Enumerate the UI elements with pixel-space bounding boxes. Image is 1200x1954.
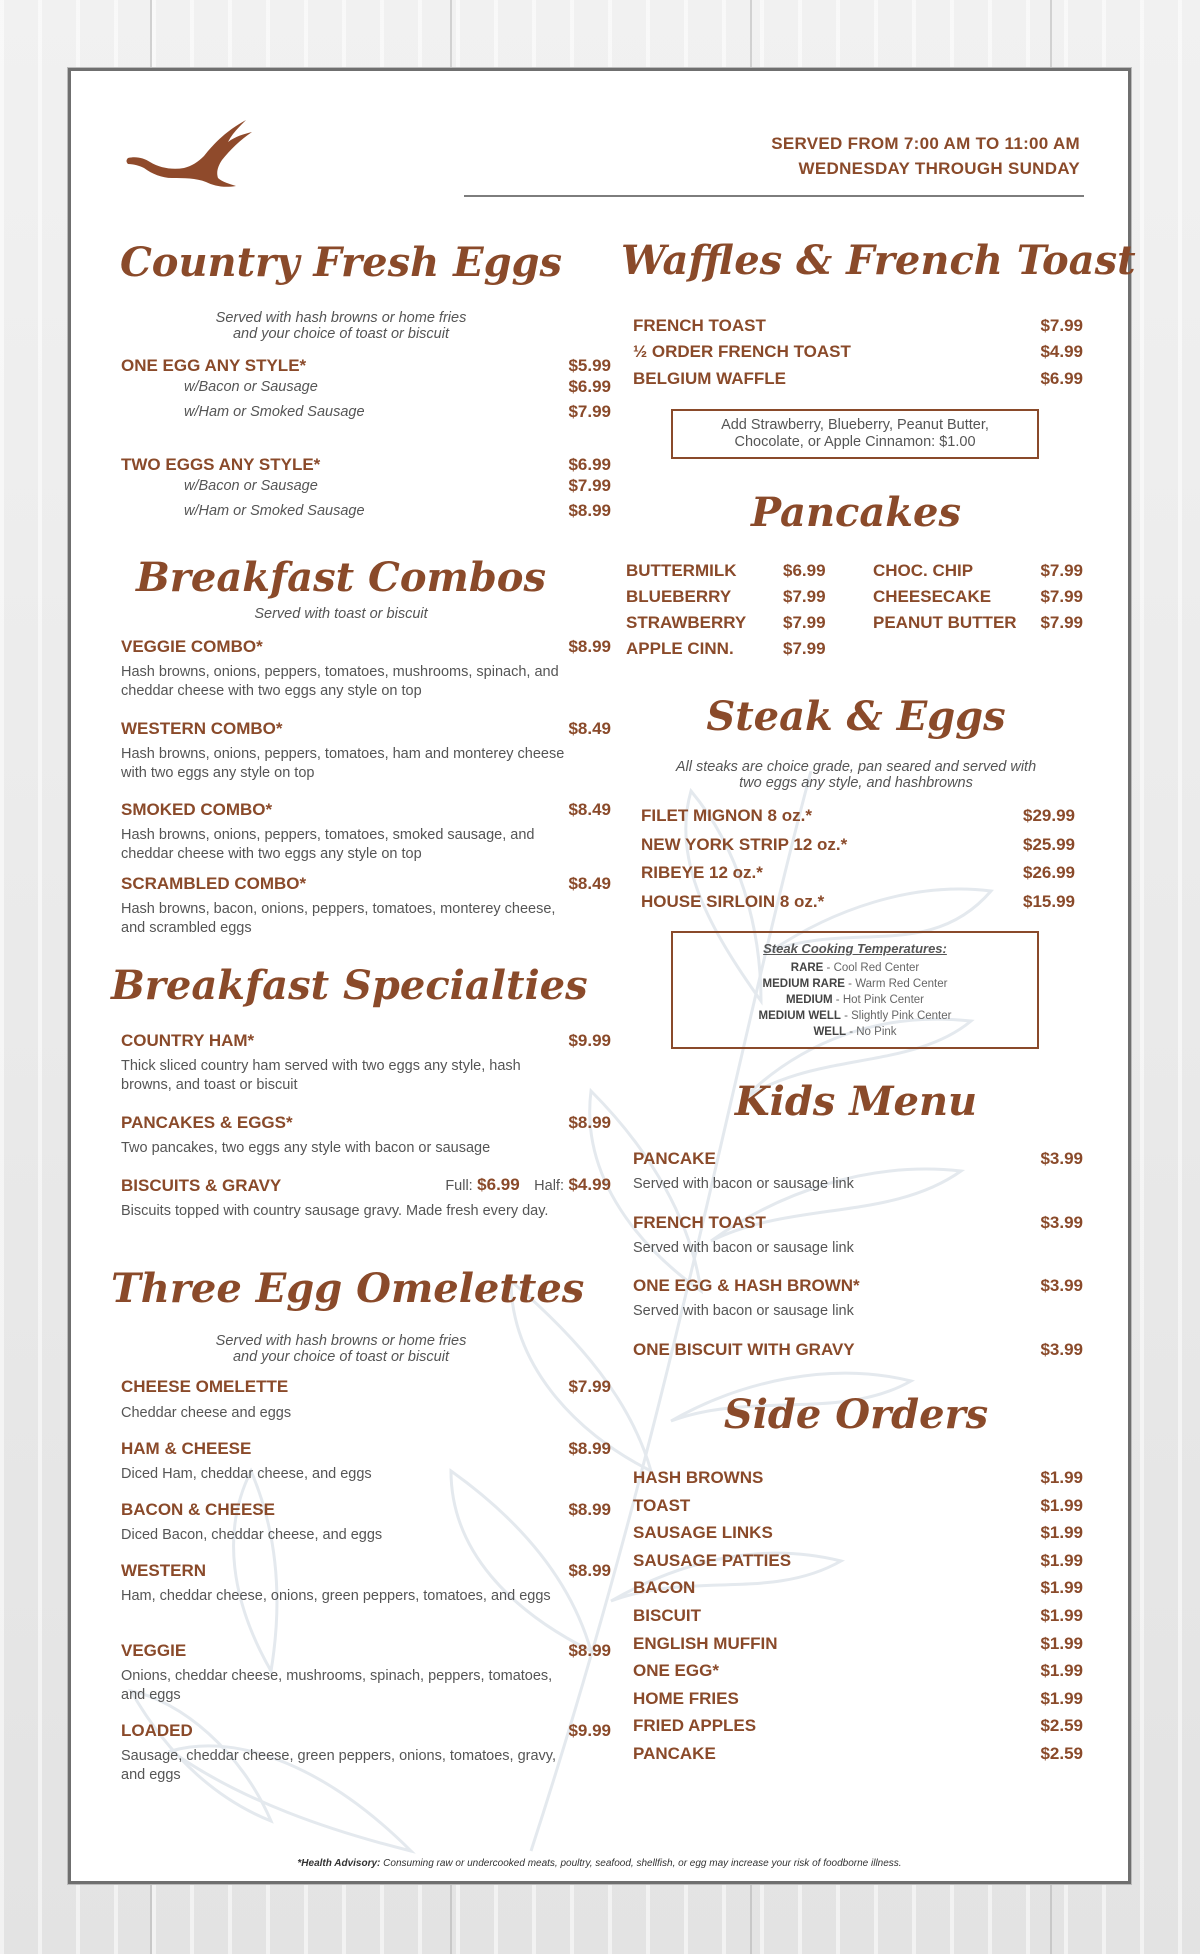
omelette-name: BACON & CHEESE (121, 1500, 275, 1519)
kids-item-price: $3.99 (1040, 1213, 1083, 1232)
side-price: $1.99 (1040, 1551, 1083, 1570)
combo-price: $8.99 (568, 637, 611, 656)
kids-item-price: $3.99 (1040, 1276, 1083, 1295)
kids-item-name: PANCAKE (633, 1149, 716, 1168)
one-egg-price: $5.99 (568, 356, 611, 375)
omelette-price: $8.99 (568, 1561, 611, 1580)
pancakes-title: Pancakes (751, 489, 961, 536)
sides-title: Side Orders (723, 1391, 989, 1438)
two-eggs-bacon-name: w/Bacon or Sausage (184, 478, 318, 494)
waffle-item-price: $4.99 (1040, 342, 1083, 361)
side-name: BACON (633, 1578, 696, 1597)
steak-title: Steak & Eggs (706, 693, 1006, 740)
waffle-item-price: $7.99 (1040, 316, 1083, 335)
side-price: $1.99 (1040, 1523, 1083, 1542)
health-advisory-label: *Health Advisory: (297, 1858, 381, 1869)
one-egg-bacon-name: w/Bacon or Sausage (184, 379, 318, 395)
side-name: HASH BROWNS (633, 1468, 764, 1487)
kids-item-description: Served with bacon or sausage link (633, 1176, 854, 1192)
side-price: $1.99 (1040, 1496, 1083, 1515)
waffle-addon-box (671, 409, 1039, 459)
health-advisory (71, 1858, 1128, 1869)
side-price: $1.99 (1040, 1606, 1083, 1625)
omelettes-subtitle (111, 1333, 571, 1365)
steak-price: $15.99 (1023, 892, 1075, 911)
country-eggs-subtitle-line-1: Served with hash browns or home fries (215, 310, 467, 326)
waffle-item-name: FRENCH TOAST (633, 316, 766, 335)
two-eggs-price: $6.99 (568, 455, 611, 474)
waffle-addon-line-1: Add Strawberry, Blueberry, Peanut Butter, (721, 417, 989, 433)
kids-item-name: ONE BISCUIT WITH GRAVY (633, 1340, 855, 1359)
steak-name: FILET MIGNON 8 oz.* (641, 806, 812, 825)
combo-description: Hash browns, bacon, onions, peppers, tomatoes, monterey cheese, and scrambled eggs (121, 901, 556, 936)
steak-temp-desc: - Warm Red Center (844, 978, 948, 990)
pancake-price: $7.99 (783, 613, 826, 632)
menu-card (68, 68, 1136, 1884)
hours-line-2: WEDNESDAY THROUGH SUNDAY (798, 159, 1080, 178)
steak-temp-row (673, 1024, 1037, 1040)
waffles-title: Waffles & French Toast (621, 237, 1136, 284)
side-price: $1.99 (1040, 1578, 1083, 1597)
steak-temp-desc: - Cool Red Center (823, 962, 920, 974)
pancake-price: $7.99 (1040, 587, 1083, 606)
pancake-price: $7.99 (783, 639, 826, 658)
pancake-price: $6.99 (783, 561, 826, 580)
combo-price: $8.49 (568, 874, 611, 893)
steak-price: $29.99 (1023, 806, 1075, 825)
combo-description: Hash browns, onions, peppers, tomatoes, mushrooms, spinach, and cheddar cheese with two eggs any style on top (121, 664, 559, 699)
steak-price: $25.99 (1023, 835, 1075, 854)
omelette-description: Ham, cheddar cheese, onions, green peppers, tomatoes, and eggs (121, 1588, 551, 1604)
waffle-item-name: BELGIUM WAFFLE (633, 369, 786, 388)
omelette-name: LOADED (121, 1721, 193, 1740)
combo-price: $8.49 (568, 800, 611, 819)
steak-subtitle-line-1: All steaks are choice grade, pan seared and served with (675, 759, 1037, 775)
pancake-price: $7.99 (1040, 561, 1083, 580)
hours-info (771, 131, 1080, 181)
two-eggs-ham-name: w/Ham or Smoked Sausage (184, 503, 365, 519)
pancake-name: PEANUT BUTTER (873, 613, 1017, 632)
steak-name: HOUSE SIRLOIN 8 oz.* (641, 892, 825, 911)
omelette-description: Sausage, cheddar cheese, green peppers, onions, tomatoes, gravy, and eggs (121, 1748, 557, 1783)
two-eggs-bacon-price: $7.99 (568, 476, 611, 495)
hours-line-1: SERVED FROM 7:00 AM TO 11:00 AM (771, 134, 1080, 153)
side-price: $1.99 (1040, 1468, 1083, 1487)
combo-price: $8.49 (568, 719, 611, 738)
side-price: $1.99 (1040, 1634, 1083, 1653)
specialty-name: COUNTRY HAM* (121, 1031, 255, 1050)
steak-temp-desc: - Hot Pink Center (832, 994, 925, 1006)
kids-item-name: FRENCH TOAST (633, 1213, 766, 1232)
omelette-name: VEGGIE (121, 1641, 187, 1660)
pancake-name: BUTTERMILK (626, 561, 737, 580)
kids-title: Kids Menu (734, 1078, 978, 1125)
biscuits-gravy-description: Biscuits topped with country sausage gravy. Made fresh every day. (121, 1203, 549, 1219)
goose-logo-icon (126, 116, 256, 196)
pancake-name: CHEESECAKE (873, 587, 992, 606)
steak-temps-box (671, 931, 1039, 1049)
side-name: ENGLISH MUFFIN (633, 1634, 778, 1653)
steak-subtitle-line-2: two eggs any style, and hashbrowns (739, 775, 973, 791)
steak-temp-row (673, 976, 1037, 992)
header-divider (464, 195, 1084, 197)
biscuits-half-label: Half: (534, 1178, 564, 1194)
biscuits-full-price: $6.99 (477, 1175, 520, 1194)
side-name: SAUSAGE LINKS (633, 1523, 773, 1542)
side-name: ONE EGG* (633, 1661, 719, 1680)
omelettes-title: Three Egg Omelettes (111, 1265, 585, 1312)
steak-temp-level: RARE (790, 962, 824, 974)
health-advisory-text: Consuming raw or undercooked meats, poultry, seafood, shellfish, or egg may increase your risk of foodborne illness. (380, 1858, 902, 1869)
side-name: FRIED APPLES (633, 1716, 757, 1735)
specialties-title: Breakfast Specialties (111, 962, 588, 1009)
steak-temp-level: MEDIUM RARE (762, 978, 845, 990)
side-price: $1.99 (1040, 1661, 1083, 1680)
specialty-description: Two pancakes, two eggs any style with bacon or sausage (121, 1140, 491, 1156)
side-name: PANCAKE (633, 1744, 716, 1763)
specialty-price: $8.99 (568, 1113, 611, 1132)
biscuits-half-price: $4.99 (568, 1175, 611, 1194)
specialty-name: PANCAKES & EGGS* (121, 1113, 293, 1132)
combo-name: VEGGIE COMBO* (121, 637, 263, 656)
combos-title: Breakfast Combos (135, 554, 547, 601)
two-eggs-ham-price: $8.99 (568, 501, 611, 520)
steak-name: RIBEYE 12 oz.* (641, 863, 763, 882)
kids-item-description: Served with bacon or sausage link (633, 1240, 854, 1256)
kids-item-name: ONE EGG & HASH BROWN* (633, 1276, 860, 1295)
biscuits-full-label: Full: (445, 1178, 473, 1194)
pancake-name: BLUEBERRY (626, 587, 732, 606)
omelette-description: Cheddar cheese and eggs (121, 1405, 292, 1421)
omelette-description: Diced Bacon, cheddar cheese, and eggs (121, 1527, 383, 1543)
steak-name: NEW YORK STRIP 12 oz.* (641, 835, 848, 854)
kids-item-price: $3.99 (1040, 1340, 1083, 1359)
steak-price: $26.99 (1023, 863, 1075, 882)
steak-temps-title: Steak Cooking Temperatures: (763, 941, 947, 956)
side-price: $2.59 (1040, 1744, 1083, 1763)
one-egg-ham-name: w/Ham or Smoked Sausage (184, 404, 365, 420)
steak-temp-desc: - Slightly Pink Center (840, 1010, 952, 1022)
specialty-price: $9.99 (568, 1031, 611, 1050)
biscuits-gravy-prices (445, 1175, 611, 1195)
pancake-name: APPLE CINN. (626, 639, 734, 658)
steak-temp-row (673, 992, 1037, 1008)
combo-description: Hash browns, onions, peppers, tomatoes, ham and monterey cheese with two eggs any style on top (121, 746, 565, 781)
omelette-price: $9.99 (568, 1721, 611, 1740)
kids-item-price: $3.99 (1040, 1149, 1083, 1168)
omelette-price: $8.99 (568, 1500, 611, 1519)
steak-temp-desc: - No Pink (846, 1026, 897, 1038)
combo-name: SCRAMBLED COMBO* (121, 874, 307, 893)
omelette-name: CHEESE OMELETTE (121, 1377, 289, 1396)
waffle-item-name: ½ ORDER FRENCH TOAST (633, 342, 851, 361)
side-price: $2.59 (1040, 1716, 1083, 1735)
side-name: BISCUIT (633, 1606, 701, 1625)
steak-temp-level: MEDIUM WELL (758, 1010, 841, 1022)
biscuits-gravy-name: BISCUITS & GRAVY (121, 1176, 282, 1195)
omelette-name: WESTERN (121, 1561, 206, 1580)
country-eggs-title: Country Fresh Eggs (119, 239, 563, 286)
omelettes-subtitle-line-1: Served with hash browns or home fries (215, 1333, 467, 1349)
omelette-price: $8.99 (568, 1439, 611, 1458)
side-name: TOAST (633, 1496, 691, 1515)
waffle-item-price: $6.99 (1040, 369, 1083, 388)
side-name: SAUSAGE PATTIES (633, 1551, 792, 1570)
one-egg-bacon-price: $6.99 (568, 377, 611, 396)
pancake-price: $7.99 (783, 587, 826, 606)
omelette-price: $8.99 (568, 1641, 611, 1660)
pancake-name: STRAWBERRY (626, 613, 747, 632)
country-eggs-subtitle-line-2: and your choice of toast or biscuit (232, 326, 449, 342)
combos-subtitle: Served with toast or biscuit (254, 606, 428, 622)
one-egg-name: ONE EGG ANY STYLE* (121, 356, 307, 375)
combo-name: SMOKED COMBO* (121, 800, 273, 819)
steak-temp-row (673, 1008, 1037, 1024)
omelettes-subtitle-line-2: and your choice of toast or biscuit (232, 1349, 449, 1365)
combo-name: WESTERN COMBO* (121, 719, 283, 738)
steak-subtitle (621, 759, 1091, 791)
combo-description: Hash browns, onions, peppers, tomatoes, smoked sausage, and cheddar cheese with two eggs any style on top (121, 827, 535, 862)
specialty-description: Thick sliced country ham served with two eggs any style, hash browns, and toast or biscuit (121, 1058, 521, 1093)
steak-temp-level: MEDIUM (785, 994, 833, 1006)
omelette-name: HAM & CHEESE (121, 1439, 252, 1458)
omelette-description: Onions, cheddar cheese, mushrooms, spinach, peppers, tomatoes, and eggs (121, 1668, 553, 1703)
waffle-addon-line-2: Chocolate, or Apple Cinnamon: $1.00 (734, 434, 976, 450)
kids-item-description: Served with bacon or sausage link (633, 1303, 854, 1319)
pancake-name: CHOC. CHIP (873, 561, 974, 580)
side-name: HOME FRIES (633, 1689, 739, 1708)
side-price: $1.99 (1040, 1689, 1083, 1708)
one-egg-ham-price: $7.99 (568, 402, 611, 421)
steak-temp-level: WELL (813, 1026, 847, 1038)
two-eggs-name: TWO EGGS ANY STYLE* (121, 455, 321, 474)
steak-temp-row (673, 960, 1037, 976)
omelette-price: $7.99 (568, 1377, 611, 1396)
pancake-price: $7.99 (1040, 613, 1083, 632)
country-eggs-subtitle (111, 310, 571, 342)
omelette-description: Diced Ham, cheddar cheese, and eggs (121, 1466, 372, 1482)
